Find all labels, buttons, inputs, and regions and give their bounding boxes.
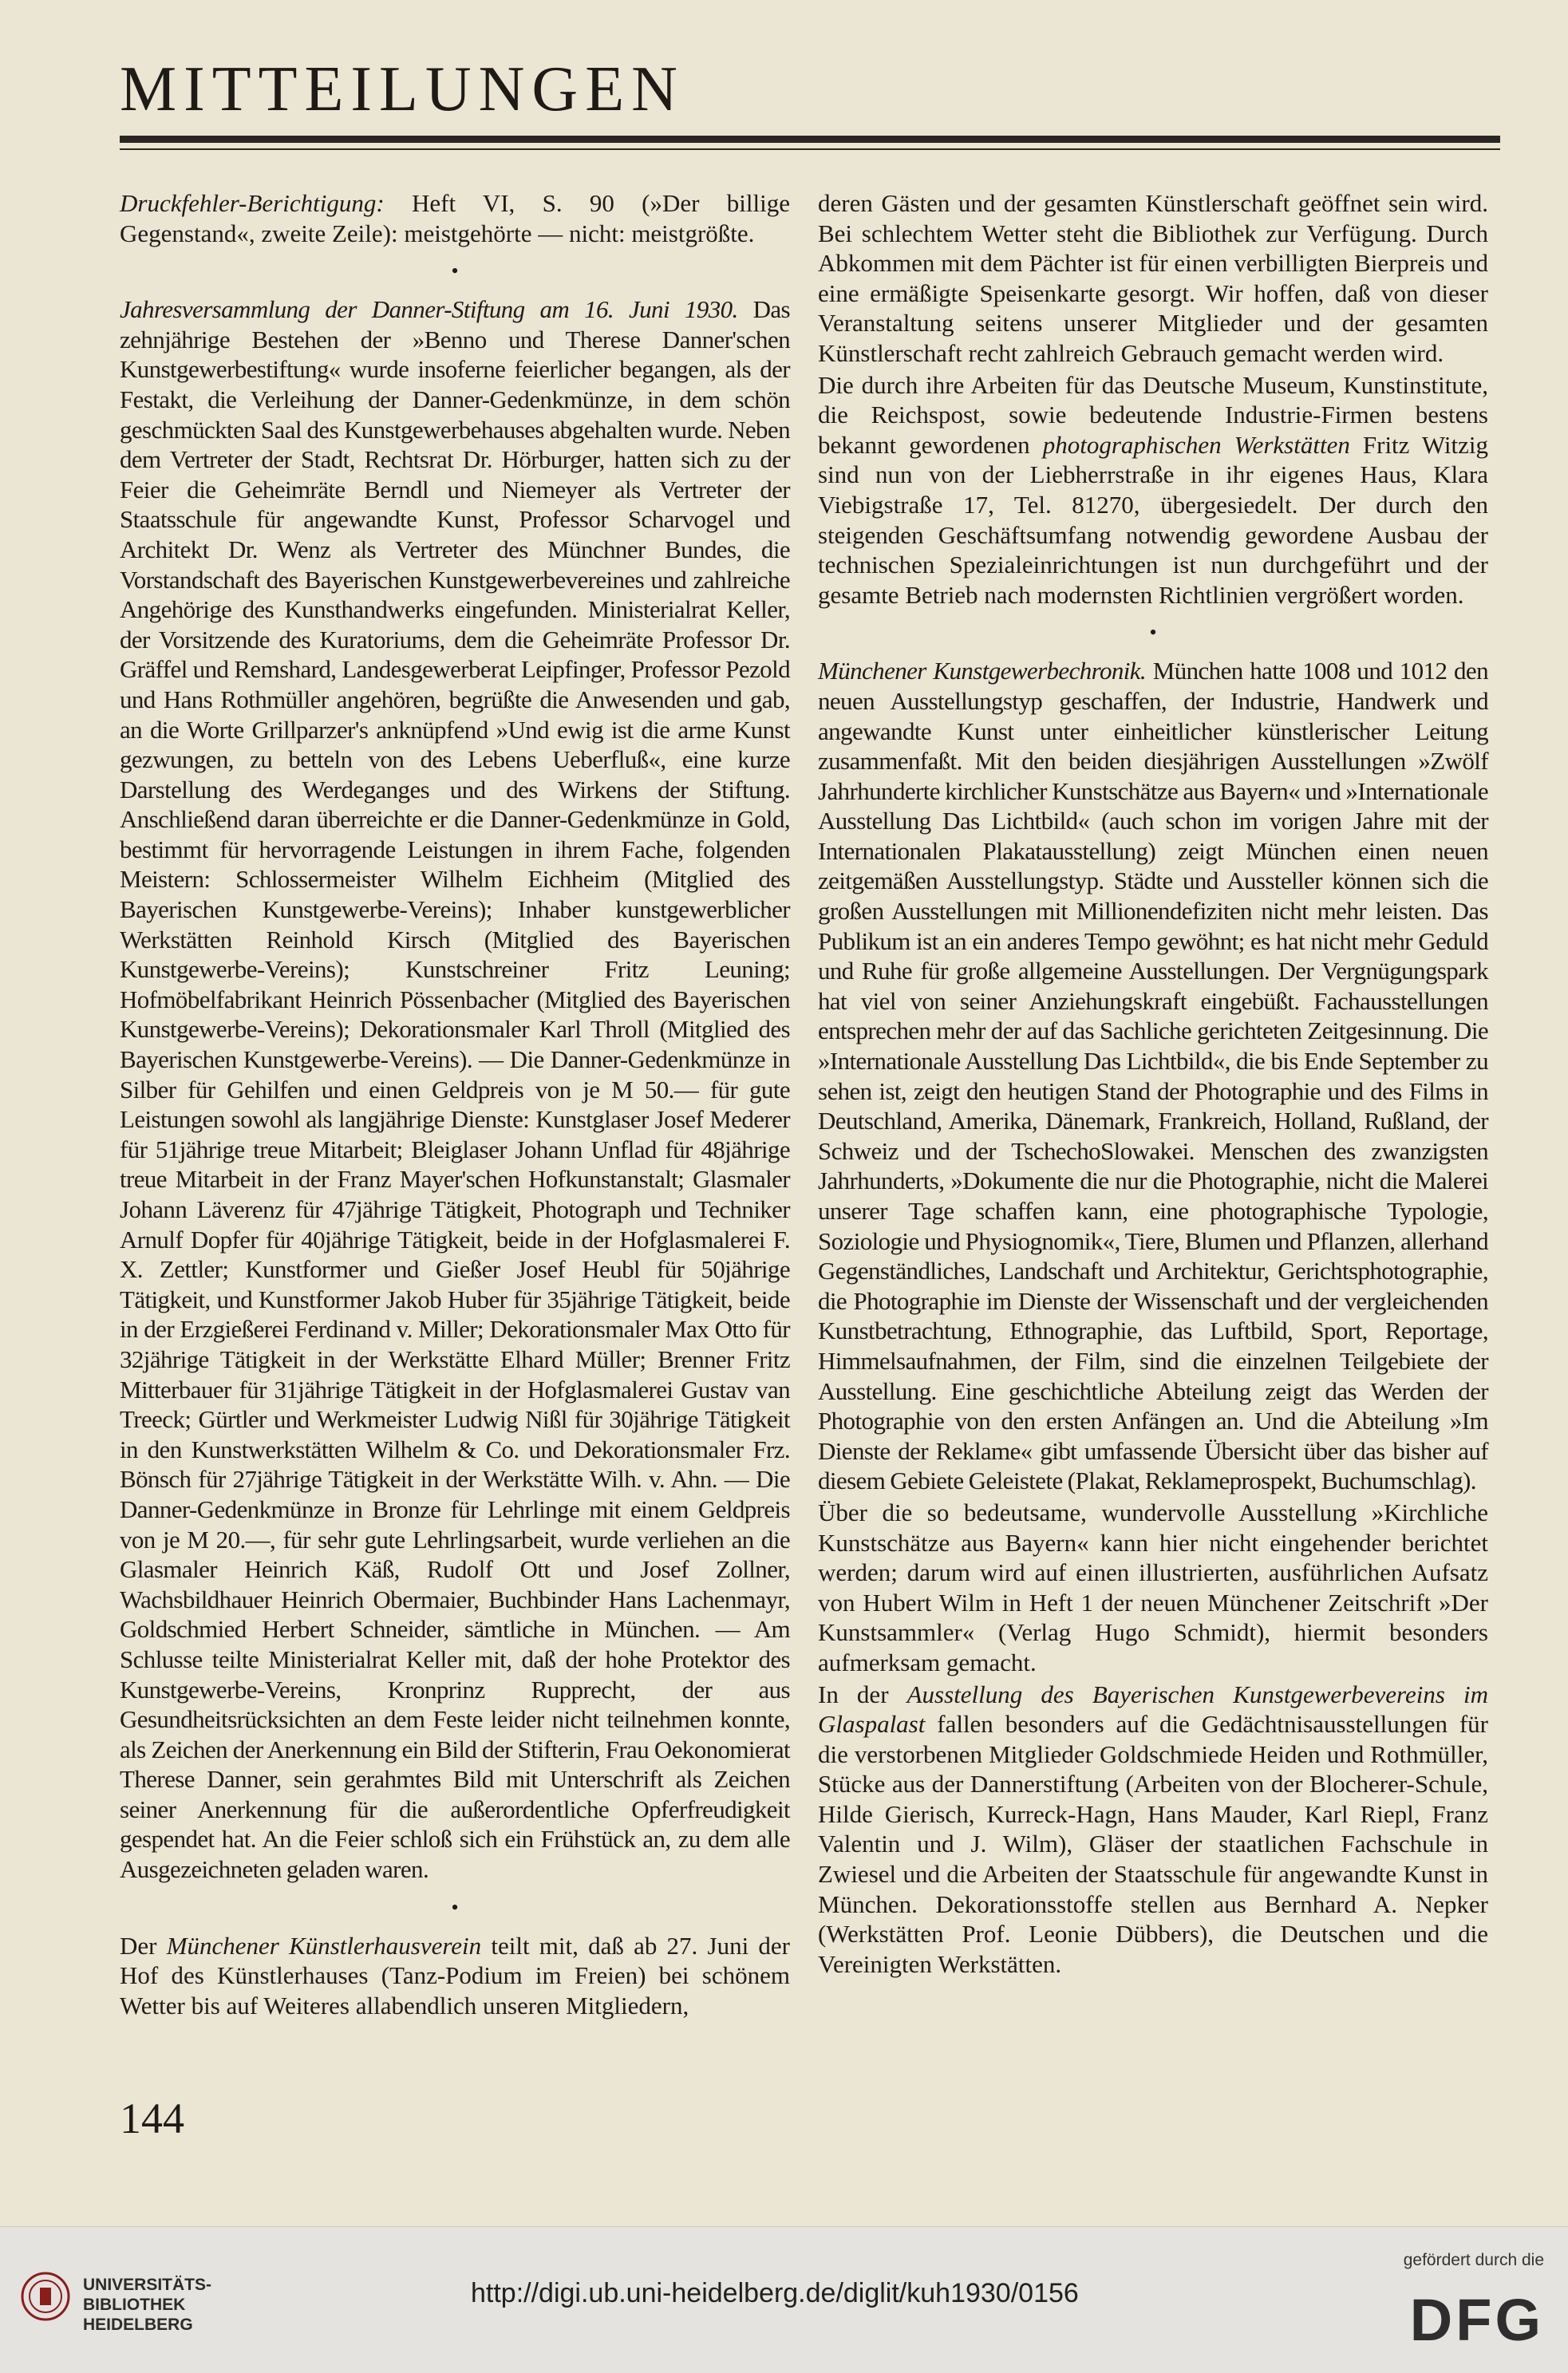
- left-column: [120, 188, 790, 2020]
- section-separator: •: [451, 259, 459, 283]
- kuenstlerhaus-paragraph: [120, 1931, 790, 2021]
- erratum-paragraph: [120, 188, 790, 248]
- page-title: MITTEILUNGEN: [120, 54, 685, 124]
- kuenstlerhaus-continued-paragraph: deren Gästen und der gesamten Künstlerschaft geöffnet sein wird. Bei schlechtem Wetter steht die Bibliothek zur Verfügung. Durch Abkommen mit dem Pächter ist für einen verbilligten Bierpreis und eine ermäßigte Speisenkarte gesorgt. Wir hoffen, daß von dieser Veranstaltung seitens unserer Mitglieder und der gesamten Künstlerschaft recht zahlreich Gebrauch gemacht werden wird.: [818, 189, 1488, 367]
- title-rule-thin: [120, 148, 1500, 150]
- danner-stiftung-heading: Jahresversammlung der Danner-Stiftung am 16. Juni 1930.: [120, 295, 738, 324]
- page-number: 144: [120, 2095, 184, 2142]
- chronik-heading: Münchener Kunstgewerbechronik.: [818, 657, 1147, 685]
- witzig-paragraph: [818, 370, 1488, 610]
- section-separator: •: [451, 1895, 459, 1919]
- danner-stiftung-paragraph: [120, 294, 790, 1884]
- library-name: [83, 2275, 211, 2335]
- kuenstlerhaus-text: teilt mit, daß ab 27. Juni der Hof des Künstlerhauses (Tanz-Podium im Freien) bei schönem Wetter bis auf Weiteres allabendlich unseren Mitgliedern,: [120, 1931, 790, 2020]
- library-name-line-2: BIBLIOTHEK: [83, 2296, 186, 2314]
- library-name-line-1: UNIVERSITÄTS-: [83, 2276, 212, 2294]
- erratum-label: Druckfehler-Berichtigung:: [120, 189, 385, 217]
- erratum-text: Heft VI, S. 90 (»Der billige Gegenstand«, zweite Zeile): meistgehörte — nicht: meistgrößte.: [120, 189, 790, 247]
- glaspalast-paragraph: [818, 1680, 1488, 1980]
- kuenstlerhaus-name: Münchener Künstlerhausverein: [166, 1931, 482, 1960]
- glaspalast-text: fallen besonders auf die Gedächtnisausstellungen für die verstorbenen Mitglieder Goldschmiede Heiden und Rothmüller, Stücke aus der Dannerstiftung (Arbeiten von der Blocherer-Schule, Hilde Gierisch, Kurreck-Hagn, Hans Mauder, Karl Riepl, Franz Valentin und J. Wilm), Gläser der staatlichen Fachschule in Zwiesel und die Arbeiten der Staatsschule für angewandte Kunst in München. Dekorationsstoffe stellen aus Bernhard A. Nepker (Werkstätten Prof. Leonie Dübbers), die Deutschen und die Vereinigten Werkstätten.: [818, 1710, 1488, 1978]
- glaspalast-pre: In der: [818, 1680, 907, 1708]
- chronik-text: München hatte 1008 und 1012 den neuen Ausstellungstyp geschaffen, der Industrie, Handwerk und angewandte Kunst unter einheitlicher künstlerischer Leitung zusammenfaßt. Mit den beiden diesjährigen Ausstellungen »Zwölf Jahrhunderte kirchlicher Kunstschätze aus Bayern« und »Internationale Ausstellung Das Lichtbild« (auch schon im vorigen Jahre mit der Internationalen Plakatausstellung) zeigt München einen neuen zeitgemäßen Ausstellungstyp. Städte und Aussteller können sich die großen Ausstellungen mit Millionendefiziten nicht mehr leisten. Das Publikum ist an ein anderes Tempo gewöhnt; es hat nicht mehr Geduld und Ruhe für große allgemeine Ausstellungen. Der Vergnügungspark hat viel von seiner Anziehungskraft eingebüßt. Fachausstellungen entsprechen mehr der auf das Sachliche gerichteten Zeitgesinnung. Die »Internationale Ausstellung Das Lichtbild«, die bis Ende September zu sehen ist, zeigt den heutigen Stand der Photographie und des Films in Deutschland, Amerika, Dänemark, Frankreich, Holland, Rußland, der Schweiz und der TschechoSlowakei. Menschen des zwanzigsten Jahrhunderts, »Dokumente die nur die Photographie, nicht die Malerei unserer Tage schaffen kann, eine photographische Typologie, Soziologie und Physiognomik«, Tiere, Blumen und Pflanzen, allerhand Gegenständliches, Landschaft und Architektur, Gerichtsphotographie, die Photographie im Dienste der Wissenschaft und der vergleichenden Kunstbetrachtung, Ethnographie, das Luftbild, Sport, Reportage, Himmelsaufnahmen, der Film, sind die einzelnen Teilgebiete der Ausstellung. Eine geschichtliche Abteilung zeigt das Werden der Photographie von den ersten Anfängen an. Und die Abteilung »Im Dienste der Reklame« gibt umfassende Übersicht über das bisher auf diesem Gebiete Geleistete (Plakat, Reklameprospekt, Buchumschlag).: [818, 657, 1488, 1495]
- witzig-text: Fritz Witzig sind nun von der Liebherrstraße in ihr eigenes Haus, Klara Viebigstraße 17, Tel. 81270, übergesiedelt. Der durch den steigenden Geschäftsumfang notwendig gewordene Ausbau der technischen Spezialeinrichtungen ist nun durchgeführt und der gesamte Betrieb nach modernsten Richtlinien vergrößert worden.: [818, 430, 1489, 609]
- chronik-paragraph: [818, 656, 1488, 1496]
- funded-by-label: gefördert durch die: [1403, 2251, 1544, 2269]
- witzig-pre: Die durch ihre Arbeiten für das Deutsche Museum, Kunstinstitute, die Reichspost, sowie bedeutende Industrie-Firmen bestens bekannt gewordenen: [818, 370, 1488, 459]
- dfg-logo: DFG: [1409, 2287, 1544, 2353]
- witzig-italic: photographischen Werkstätten: [1042, 430, 1350, 459]
- university-seal-icon: [21, 2272, 70, 2321]
- title-rule-thick: [120, 136, 1500, 143]
- section-separator: •: [1149, 621, 1157, 645]
- danner-stiftung-text: Das zehnjährige Bestehen der »Benno und Therese Danner'schen Kunstgewerbestiftung« wurde insoferne feierlicher begangen, als der Festakt, die Verleihung der Danner-Gedenkmünze, in dem schön geschmückten Saal des Kunstgewerbehauses abgehalten wurde. Neben dem Vertreter der Stadt, Rechtsrat Dr. Hörburger, hatten sich zu der Feier die Geheimräte Berndl und Niemeyer als Vertreter der Staatsschule für angewandte Kunst, Professor Scharvogel und Architekt Dr. Wenz als Vertreter des Münchner Bundes, die Vorstandschaft des Bayerischen Kunstgewerbevereines und zahlreiche Angehörige des Kunsthandwerks eingefunden. Ministerialrat Keller, der Vorsitzende des Kuratoriums, dem die Geheimräte Professor Dr. Gräffel und Remshard, Landesgewerberat Leipfinger, Professor Pezold und Hans Rothmüller angehören, begrüßte die Anwesenden und gab, an die Worte Grillparzer's anknüpfend »Und ewig ist die arme Kunst gezwungen, zu betteln von des Lebens Ueberfluß«, eine kurze Darstellung des Werdeganges und des Wirkens der Stiftung. Anschließend daran überreichte er die Danner-Gedenkmünze in Gold, bestimmt für hervorragende Leistungen in ihrem Fache, folgenden Meistern: Schlossermeister Wilhelm Eichheim (Mitglied des Bayerischen Kunstgewerbe-Vereins); Inhaber kunstgewerblicher Werkstätten Reinhold Kirsch (Mitglied des Bayerischen Kunstgewerbe-Vereins); Kunstschreiner Fritz Leuning; Hofmöbelfabrikant Heinrich Pössenbacher (Mitglied des Bayerischen Kunstgewerbe-Vereins); Dekorationsmaler Karl Throll (Mitglied des Bayerischen Kunstgewerbe-Vereins). — Die Danner-Gedenkmünze in Silber für Gehilfen und einen Geldpreis von je M 50.— für gute Leistungen sowohl als langjährige Dienste: Kunstglaser Josef Mederer für 51jährige treue Mitarbeit; Bleiglaser Johann Unflad für 48jährige treue Mitarbeit in der Franz Mayer'schen Hofkunstanstalt; Glasmaler Johann Läverenz für 47jährige Tätigkeit, Photograph und Techniker Arnulf Dopfer für 40jährige Tätigkeit, beide in der Hofglasmalerei F. X. Zettler; Kunstformer und Gießer Josef Heubl für 50jährige Tätigkeit, und Kunstformer Jakob Huber für 35jährige Tätigkeit, beide in der Erzgießerei Ferdinand v. Miller; Dekorationsmaler Max Otto für 32jährige Tätigkeit in der Werkstätte Elhard Müller; Brenner Fritz Mitterbauer für 31jährige Tätigkeit in der Hofglasmalerei Gustav van Treeck; Gürtler und Werkmeister Ludwig Nißl für 30jährige Tätigkeit in den Kunstwerkstätten Wilhelm & Co. und Dekorationsmaler Frz. Bönsch für 27jährige Tätigkeit in der Werkstätte Wilh. v. Ahn. — Die Danner-Gedenkmünze in Bronze für Lehrlinge mit einem Geldpreis von je M 20.—, für sehr gute Lehrlingsarbeit, wurde verliehen an die Glasmaler Heinrich Käß, Rudolf Ott und Josef Zollner, Wachsbildhauer Heinrich Obermaier, Buchbinder Hans Lachenmayr, Goldschmied Herbert Schneider, sämtliche in München. — Am Schlusse teilte Ministerialrat Keller mit, daß der hohe Protektor des Kunstgewerbe-Vereins, Kronprinz Rupprecht, der aus Gesundheitsrücksichten an dem Feste leider nicht teilnehmen konnte, als Zeichen der Anerkennung ein Bild der Stifterin, Frau Oekonomierat Therese Danner, sein gerahmtes Bild mit Unterschrift als Zeichen seiner Anerkennung für die außerordentliche Opferfreudigkeit gespendet hat. An die Feier schloß sich ein Frühstück an, zu dem alle Ausgezeichneten geladen waren.: [120, 295, 790, 1884]
- library-name-line-3: HEIDELBERG: [83, 2316, 193, 2334]
- digitization-footer: [0, 2226, 1568, 2373]
- kuenstlerhaus-pre: Der: [120, 1931, 167, 1960]
- right-column: [818, 188, 1488, 1979]
- kunstschaetze-paragraph: Über die so bedeutsame, wundervolle Ausstellung »Kirchliche Kunstschätze aus Bayern« kann hier nicht eingehender berichtet werden; darum wird auf einen illustrierten, ausführlichen Aufsatz von Hubert Wilm in Heft 1 der neuen Münchener Zeitschrift »Der Kunstsammler« (Verlag Hugo Schmidt), hiermit besonders aufmerksam gemacht.: [818, 1498, 1488, 1676]
- source-url-link[interactable]: http://digi.ub.uni-heidelberg.de/diglit/kuh1930/0156: [471, 2278, 1079, 2308]
- glaspalast-italic: Ausstellung des Bayerischen Kunstgewerbevereins im Glaspalast: [818, 1680, 1488, 1739]
